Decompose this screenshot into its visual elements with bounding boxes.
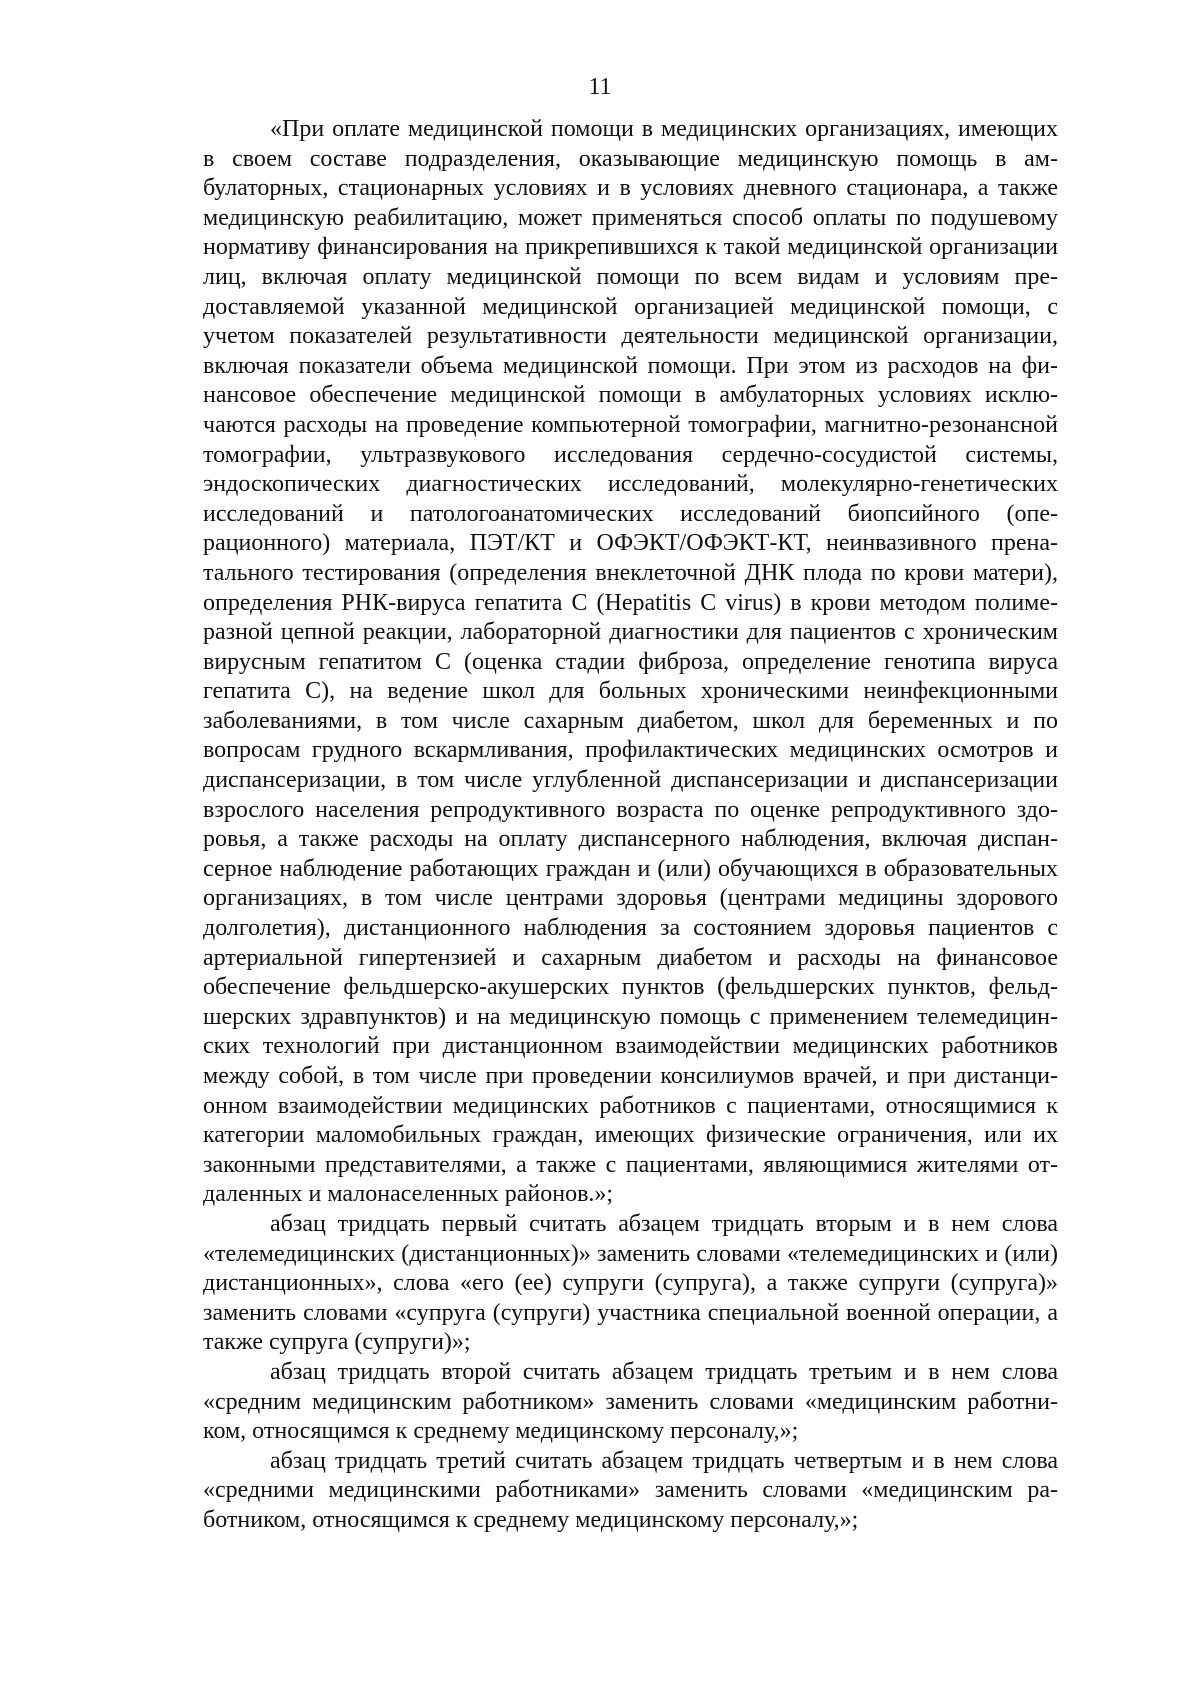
paragraph-amendment-33: абзац тридцать третий считать абзацем тридцать четвертым и в нем слова «средними медицинскими работниками» заменить словами «медицинским работником, относящимся к среднему медицинскому персоналу,»; [203, 1447, 1058, 1533]
paragraph-amendment-31: абзац тридцать первый считать абзацем тридцать вторым и в нем слова «телемедицинских (дистанционных)» заменить словами «телемедицинских и (или) дистанционных», слова «его (ее) супруги (супруга), а также супруги (супруга)» заменить словами «супруга (супруги) участника специальной военной операции, а также супруга (супруги)»; [203, 1210, 1058, 1356]
paragraph-amendment-32: абзац тридцать второй считать абзацем тридцать третьим и в нем слова «средним медицинским работником» заменить словами «медицинским работником, относящимся к среднему медицинскому персоналу,»; [203, 1358, 1058, 1445]
document-body [203, 115, 1058, 1536]
paragraph-payment-method: «При оплате медицинской помощи в медицинских организациях, имеющих в своем составе подразделения, оказывающие медицинскую помощь в амбулаторных, стационарных условиях и в условиях дневного стационара, а также медицинскую реабилитацию, может применяться способ оплаты по подушевому нормативу финансирования на прикрепившихся к такой медицинской организации лиц, включая оплату медицинской помощи по всем видам и условиям предоставляемой указанной медицинской организацией медицинской помощи, с учетом показателей результативности деятельности медицинской организации, включая показатели объема медицинской помощи. При этом из расходов на финансовое обеспечение медицинской помощи в амбулаторных условиях исключаются расходы на проведение компьютерной томографии, магнитно-резонансной томографии, ультразвукового исследования сердечно-сосудистой системы, эндоскопических диагностических исследований, молекулярно-генетических исследований и патологоанатомических исследований биопсийного (операционного) материала, ПЭТ/КТ и ОФЭКТ/ОФЭКТ-КТ, неинвазивного пренатального тестирования (определения внеклеточной ДНК плода по крови матери), определения РНК-вируса гепатита С (Hepatitis C virus) в крови методом полимеразной цепной реакции, лабораторной диагностики для пациентов с хроническим вирусным гепатитом С (оценка стадии фиброза, определение генотипа вируса гепатита С), на ведение школ для больных хроническими неинфекционными заболеваниями, в том числе сахарным диабетом, школ для беременных и по вопросам грудного вскармливания, профилактических медицинских осмотров и диспансеризации, в том числе углубленной диспансеризации и диспансеризации взрослого населения репродуктивного возраста по оценке репродуктивного здоровья, а также расходы на оплату диспансерного наблюдения, включая диспансерное наблюдение работающих граждан и (или) обучающихся в образовательных организациях, в том числе центрами здоровья (центрами медицины здорового долголетия), дистанционного наблюдения за состоянием здоровья пациентов с артериальной гипертензией и сахарным диабетом и расходы на финансовое обеспечение фельдшерско-акушерских пунктов (фельдшерских пунктов, фельдшерских здравпунктов) и на медицинскую помощь с применением телемедицинских технологий при дистанционном взаимодействии медицинских работников между собой, в том числе при проведении консилиумов врачей, и при дистанционном взаимодействии медицинских работников с пациентами, относящимися к категории маломобильных граждан, имеющих физические ограничения, или их законными представителями, а также с пациентами, являющимися жителями отдаленных и малонаселенных районов.»; [203, 116, 1058, 1208]
page-number: 11 [588, 74, 612, 100]
